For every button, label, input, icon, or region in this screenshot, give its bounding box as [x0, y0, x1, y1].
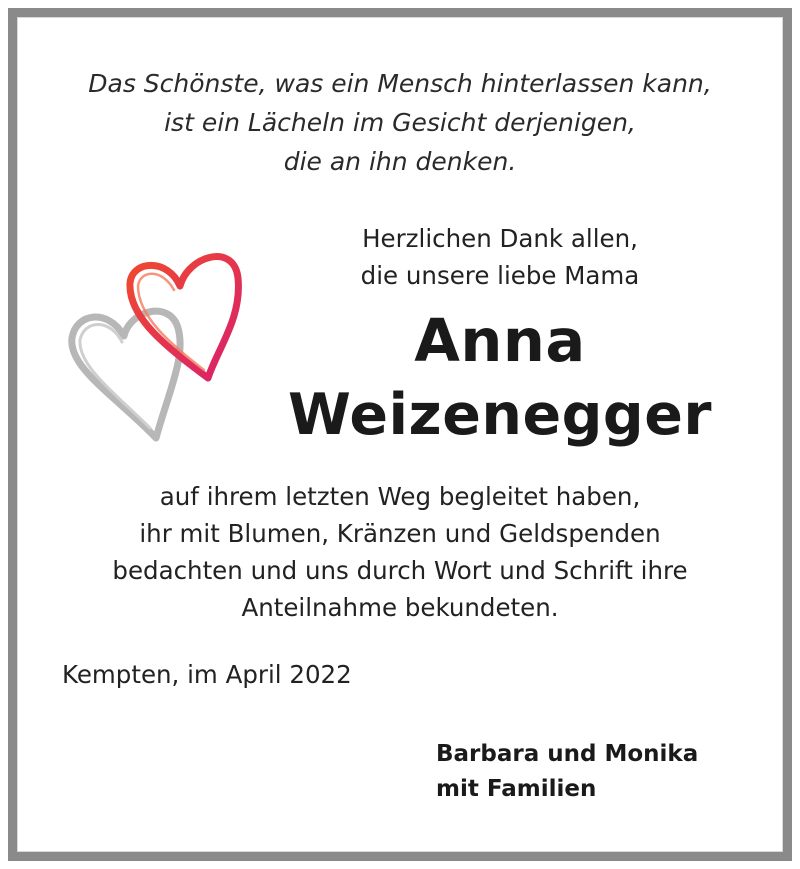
deceased-first-name: Anna [414, 306, 586, 375]
signature-line-1: Barbara und Monika [436, 741, 699, 767]
grey-heart-shape [72, 311, 180, 438]
quote-line-2: ist ein Lächeln im Gesicht derjenigen, [164, 108, 636, 137]
body-line-3: bedachten und uns durch Wort und Schrift ihre [112, 556, 688, 585]
place-date: Kempten, im April 2022 [62, 660, 352, 689]
body-line-4: Anteilnahme bekundeten. [241, 593, 559, 622]
body-text [0, 478, 800, 626]
deceased-last-name: Weizenegger [288, 382, 712, 448]
body-line-2: ihr mit Blumen, Kränzen und Geldspenden [139, 519, 661, 548]
body-line-1: auf ihrem letzten Weg begleitet haben, [159, 482, 641, 511]
thanks-line-1: Herzlichen Dank allen, [362, 224, 638, 253]
two-hearts-icon [58, 238, 258, 448]
thanks-text [300, 220, 700, 294]
memorial-quote [0, 64, 800, 181]
quote-line-1: Das Schönste, was ein Mensch hinterlassen kann, [88, 69, 712, 98]
signature-line-2: mit Familien [436, 776, 597, 802]
quote-line-3: die an ihn denken. [283, 147, 517, 176]
signature [436, 737, 698, 807]
thanks-line-2: die unsere liebe Mama [360, 261, 640, 290]
